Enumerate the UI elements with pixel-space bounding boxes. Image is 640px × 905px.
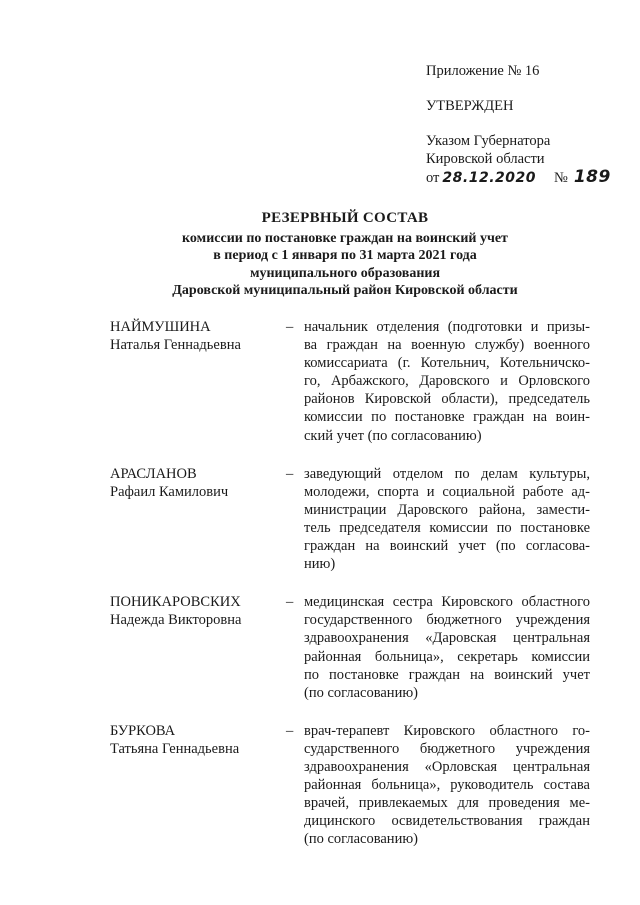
member-given-names: Рафаил Камилович [110, 483, 229, 500]
member-role-line: районная больница», секретарь комиссии [304, 648, 590, 665]
approved-label: УТВЕРЖДЕН [426, 98, 514, 114]
member-role-line: ва граждан на военную службу) военного [304, 337, 590, 354]
member-role-line: медицинская сестра Кировского областного [304, 594, 590, 611]
member-list [110, 318, 590, 868]
handwritten-number: 189 [573, 167, 611, 187]
member-role-line: молодежи, спорта и социальной работе ад- [304, 483, 590, 500]
member-surname: АРАСЛАНОВ [110, 465, 197, 482]
member-name [110, 722, 284, 758]
number-label: № [553, 170, 568, 186]
member-dash: – [286, 319, 294, 335]
member-role-line: районов Кировской области), председатель [304, 391, 590, 408]
member-role-line: (по согласованию) [304, 831, 418, 848]
approved-by-line-2: Кировской области [426, 151, 545, 167]
member-role-line: нию) [304, 556, 336, 573]
member-role [304, 465, 590, 574]
decree-date-number [426, 168, 626, 187]
member-role [304, 593, 590, 702]
member-role-line: врачей, привлекаемых для проведения ме- [304, 795, 590, 812]
member-surname: ПОНИКАРОВСКИХ [110, 594, 241, 611]
member-entry [110, 465, 590, 574]
member-entry [110, 593, 590, 702]
member-role-line: по постановке граждан на воинский учет [304, 666, 590, 683]
title-line-1: комиссии по постановке граждан на воинский учет [182, 230, 508, 246]
from-label: от [426, 170, 440, 186]
member-given-names: Татьяна Геннадьевна [110, 740, 240, 757]
member-role-line: дицинского освидетельствования граждан [304, 813, 590, 830]
member-dash: – [286, 594, 294, 611]
member-role-line: го, Арбажского, Даровского и Орловского [304, 373, 590, 390]
member-role-line: комиссии по постановке граждан на воин- [304, 409, 590, 426]
member-role-line: начальник отделения (подготовки и призы- [304, 319, 590, 335]
member-entry [110, 318, 590, 445]
title-line-4: Даровской муниципальный район Кировской области [172, 283, 518, 298]
title-main: РЕЗЕРВНЫЙ СОСТАВ [261, 210, 429, 226]
appendix-label: Приложение № 16 [426, 63, 540, 79]
member-name [110, 593, 284, 629]
member-given-names: Наталья Геннадьевна [110, 337, 241, 354]
member-role [304, 318, 590, 445]
member-role-line: государственного бюджетного учреждения [304, 612, 590, 629]
title-line-2: в период с 1 января по 31 марта 2021 года [213, 248, 477, 263]
member-role-line: комиссариата (г. Котельнич, Котельничско- [304, 355, 590, 372]
member-role-line: заведующий отделом по делам культуры, [304, 465, 590, 482]
handwritten-date: 28.12.2020 [442, 170, 536, 186]
member-surname: НАЙМУШИНА [110, 319, 211, 335]
member-given-names: Надежда Викторовна [110, 612, 242, 629]
member-role-line: тель председателя комиссии по постановке [304, 519, 590, 536]
member-role-line: ский учет (по согласованию) [304, 427, 482, 444]
member-role [304, 722, 590, 849]
approval-block [426, 62, 626, 187]
member-dash: – [286, 465, 294, 482]
member-name [110, 318, 284, 354]
title-line-3: муниципального образования [249, 265, 441, 281]
member-role-line: районная больница», руководитель состава [304, 777, 590, 794]
member-dash: – [286, 722, 294, 739]
member-surname: БУРКОВА [110, 722, 176, 739]
member-role-line: здравоохранения «Орловская центральная [304, 758, 590, 775]
member-role-line: сударственного бюджетного учреждения [304, 740, 590, 757]
member-name [110, 465, 284, 501]
member-role-line: врач-терапевт Кировского областного го- [304, 722, 590, 739]
member-role-line: (по согласованию) [304, 684, 418, 701]
document-title [110, 210, 580, 300]
member-role-line: граждан на воинский учет (по согласова- [304, 538, 590, 555]
member-entry [110, 722, 590, 849]
member-role-line: министрации Даровского района, замести- [304, 501, 590, 518]
member-role-line: здравоохранения «Даровская центральная [304, 630, 590, 647]
approved-by-line-1: Указом Губернатора [426, 133, 551, 149]
